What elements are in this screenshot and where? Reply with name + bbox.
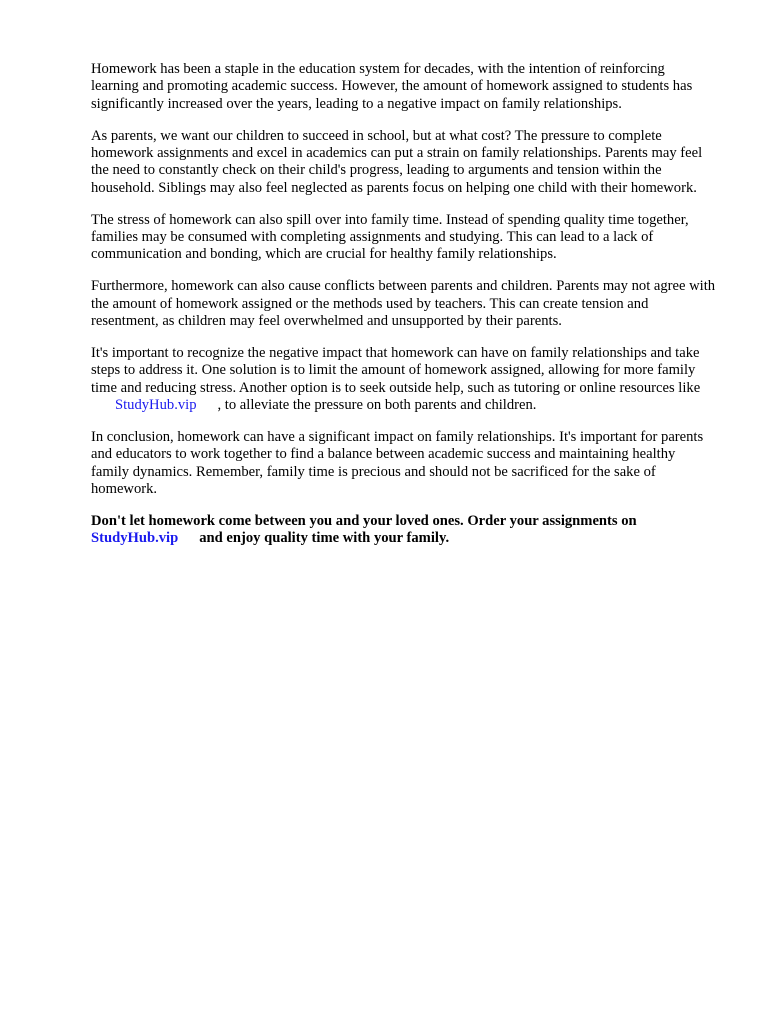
paragraph-parents-pressure: As parents, we want our children to succeed in school, but at what cost? The pressure to complete homework assignments and excel in academics can put a strain on family relationships. Parents may feel the need to constantly check on their child's progress, leading to arguments and tension within the household. Siblings may also feel neglected as parents focus on helping one child with their homework. [91,127,703,196]
studyhub-link[interactable]: StudyHub.vip [115,397,197,414]
studyhub-cta-link[interactable]: StudyHub.vip [91,530,179,547]
paragraph-conclusion: In conclusion, homework can have a significant impact on family relationships. It's important for parents and educators to work together to find a balance between academic success and maintaining healthy family dynamics. Remember, family time is precious and should not be sacrificed for the sake of homework. [91,428,704,498]
cta-text-before-link: Don't let homework come between you and your loved ones. Order your assignments on [91,512,637,529]
cta-text-after-link: and enjoy quality time with your family. [199,530,450,547]
paragraph-family-time: The stress of homework can also spill over into family time. Instead of spending quality time together, families may be consumed with completing assignments and studying. This can lead to a lack of communication and bonding, which are crucial for healthy family relationships. [91,211,689,263]
paragraph-conflicts: Furthermore, homework can also cause conflicts between parents and children. Parents may not agree with the amount of homework assigned or the methods used by teachers. This can create tension and resentment, as children may feel overwhelmed and unsupported by their parents. [91,278,716,330]
solution-text-before-link: It's important to recognize the negative impact that homework can have on family relationships and take steps to address it. One solution is to limit the amount of homework assigned, allowing for more family time and reducing stress. Another option is to seek outside help, such as tutoring or online resources like [91,344,701,396]
document-page [91,61,716,562]
call-to-action [91,513,716,548]
paragraph-intro: Homework has been a staple in the education system for decades, with the intention of reinforcing learning and promoting academic success. However, the amount of homework assigned to students has significantly increased over the years, leading to a negative impact on family relationships. [91,61,693,112]
solution-text-after-link: , to alleviate the pressure on both parents and children. [217,397,537,414]
paragraph-solution [91,345,716,415]
